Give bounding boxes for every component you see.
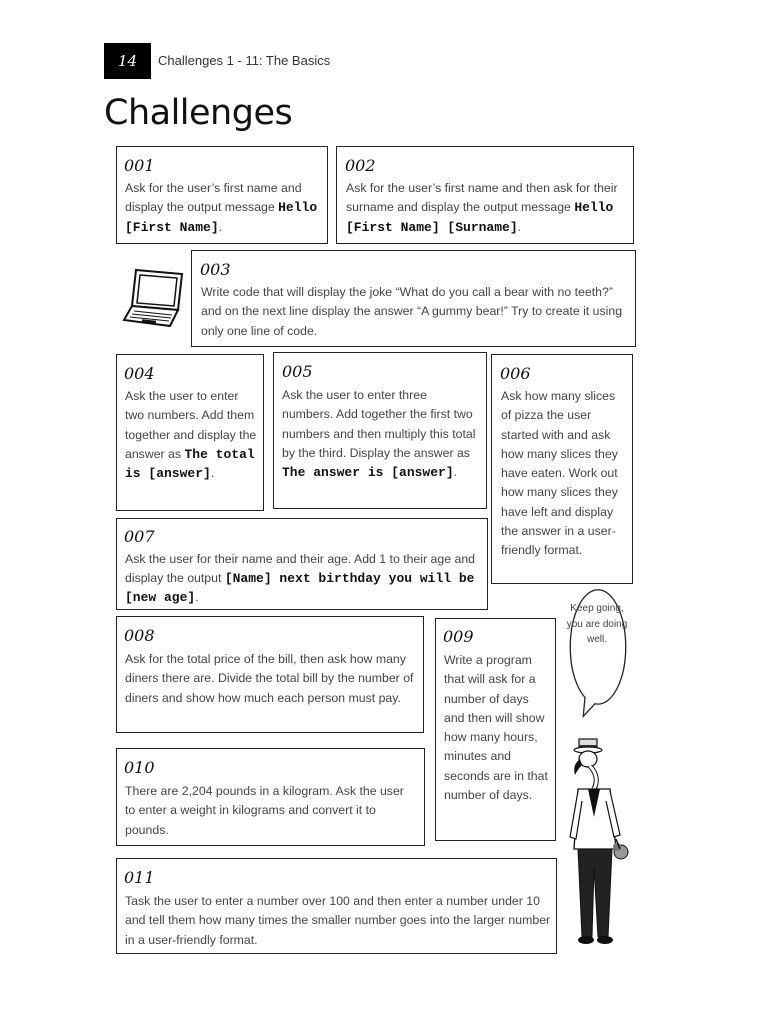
speech-bubble-text: Keep going, you are doing well. xyxy=(566,603,628,645)
challenge-text: Write a program that will ask for a number of days and then will show how many hours, minutes and seconds are in that number of days. xyxy=(444,653,548,803)
challenge-number: 006 xyxy=(500,364,531,383)
challenge-number: 002 xyxy=(345,156,376,175)
challenge-number: 003 xyxy=(200,260,231,279)
challenge-text: There are 2,204 pounds in a kilogram. Ask the user to enter a weight in kilograms and convert it to pounds. xyxy=(125,784,404,837)
flamingo-gentleman-illustration xyxy=(566,737,634,947)
page-number: 14 xyxy=(104,43,151,79)
challenge-number: 007 xyxy=(124,527,155,546)
challenge-text: Ask how many slices of pizza the user started with and ask how many slices they have eaten. Work out how many slices they have left and display the answer in a user-friendly format. xyxy=(501,389,618,558)
challenge-text: Ask the user for their name and their age. Add 1 to their age and display the output [Name] next birthday you will be [new age]. xyxy=(125,552,475,605)
challenge-number: 010 xyxy=(124,758,155,777)
challenge-text: Ask for the user’s first name and display the output message Hello [First Name]. xyxy=(125,181,318,235)
challenge-text: Ask the user to enter three numbers. Add together the first two numbers and then multiply this total by the third. Display the answer as The answer is [answer]. xyxy=(282,388,476,481)
challenge-text: Task the user to enter a number over 100 and then enter a number under 10 and tell them how many times the smaller number goes into the larger number in a user-friendly format. xyxy=(125,894,551,947)
challenge-text: Write code that will display the joke “What do you call a bear with no teeth?” and on the next line display the answer “A gummy bear!” Try to create it using only one line of code. xyxy=(201,285,623,338)
challenge-text: Ask the user to enter two numbers. Add them together and display the answer as The total is [answer]. xyxy=(125,389,257,482)
page-title: Challenges xyxy=(104,93,293,133)
challenge-number: 001 xyxy=(124,156,155,175)
laptop-icon xyxy=(122,266,188,330)
running-header: Challenges 1 - 11: The Basics xyxy=(158,53,331,68)
challenge-text: Ask for the user’s first name and then ask for their surname and display the output message Hello [First Name] [Surname]. xyxy=(346,181,618,235)
challenge-number: 009 xyxy=(443,627,474,646)
challenge-number: 008 xyxy=(124,626,155,645)
challenge-number: 004 xyxy=(124,364,155,383)
challenge-number: 011 xyxy=(124,868,155,887)
challenge-text: Ask for the total price of the bill, then ask how many diners there are. Divide the total bill by the number of diners and show how much each person must pay. xyxy=(125,652,414,705)
challenge-number: 005 xyxy=(282,362,313,381)
